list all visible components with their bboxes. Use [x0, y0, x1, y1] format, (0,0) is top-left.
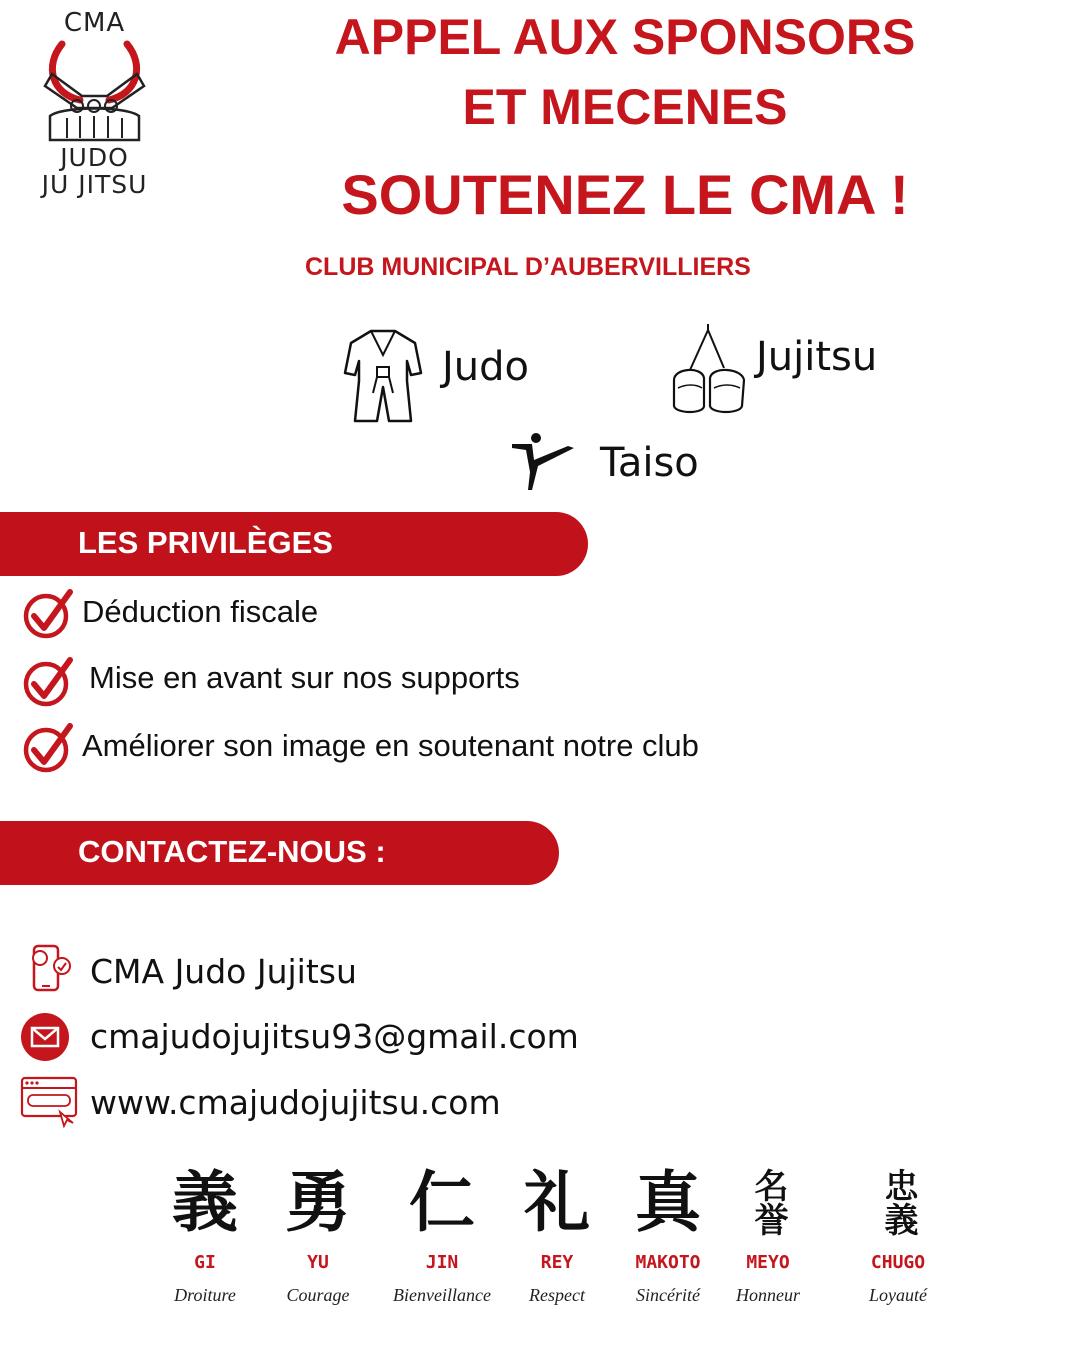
value-name: MAKOTO — [635, 1252, 701, 1273]
boxing-gloves-icon — [668, 322, 750, 416]
logo-jujitsu-text: JU JITSU — [41, 170, 148, 199]
stretching-figure-icon — [508, 430, 578, 492]
kanji-glyph: 義 — [172, 1163, 238, 1241]
logo-cma-text: CMA — [63, 8, 126, 38]
value-meaning: Honneur — [736, 1285, 800, 1305]
value-meaning: Bienveillance — [393, 1285, 491, 1305]
kanji-glyph: 勇 — [285, 1163, 351, 1241]
privilege-item: Améliorer son image en soutenant notre club — [82, 728, 699, 763]
privilege-item: Déduction fiscale — [82, 594, 319, 629]
value-meyo — [713, 1154, 823, 1306]
contact-banner — [0, 821, 559, 885]
value-meaning: Sincérité — [636, 1285, 700, 1305]
logo-judo-text: JUDO — [60, 143, 129, 172]
social-phone-icon — [26, 942, 74, 994]
value-name: REY — [540, 1252, 574, 1273]
value-name: JIN — [425, 1252, 459, 1273]
contact-website-link[interactable]: www.cmajudojujitsu.com — [90, 1083, 501, 1122]
check-circle-icon — [22, 722, 76, 774]
contact-email-link[interactable]: cmajudojujitsu93@gmail.com — [90, 1017, 579, 1056]
value-makoto — [613, 1154, 723, 1306]
kanji-glyph: 真 — [635, 1163, 701, 1241]
privileges-title: LES PRIVILÈGES — [78, 525, 333, 560]
value-gi — [150, 1154, 260, 1306]
value-name: CHUGO — [870, 1252, 926, 1273]
contact-title: CONTACTEZ-NOUS : — [78, 834, 386, 869]
value-jin — [382, 1154, 502, 1306]
headline-sponsors: APPEL AUX SPONSORS — [334, 9, 916, 65]
kanji-glyph: 名誉 — [748, 1168, 788, 1236]
value-chugo — [843, 1154, 953, 1306]
discipline-taiso: Taiso — [600, 440, 699, 486]
club-name: CLUB MUNICIPAL D’AUBERVILLIERS — [305, 253, 751, 281]
privilege-item: Mise en avant sur nos supports — [89, 660, 520, 695]
value-name: MEYO — [746, 1252, 790, 1273]
value-yu — [263, 1154, 373, 1306]
check-circle-icon — [22, 588, 76, 640]
email-icon — [20, 1012, 70, 1062]
club-logo — [22, 8, 167, 198]
discipline-jujitsu: Jujitsu — [756, 334, 878, 380]
discipline-judo: Judo — [442, 344, 530, 390]
value-meaning: Loyauté — [869, 1285, 927, 1305]
check-circle-icon — [22, 656, 76, 708]
gi-icon — [343, 325, 423, 425]
value-meaning: Droiture — [174, 1285, 236, 1305]
headline-mecenes: ET MECENES — [462, 79, 788, 135]
kanji-glyph: 仁 — [409, 1163, 475, 1241]
samurai-helmet-icon — [22, 36, 167, 146]
web-browser-icon — [20, 1076, 80, 1128]
value-meaning: Respect — [529, 1285, 585, 1305]
kanji-glyph: 礼 — [524, 1163, 590, 1241]
privileges-banner — [0, 512, 588, 576]
contact-social[interactable]: CMA Judo Jujitsu — [90, 952, 357, 991]
value-meaning: Courage — [286, 1285, 350, 1305]
value-name: YU — [307, 1252, 329, 1273]
headline-soutenez: SOUTENEZ LE CMA ! — [341, 163, 909, 226]
value-name: GI — [194, 1252, 216, 1273]
kanji-glyph: 忠義 — [878, 1168, 918, 1236]
value-rey — [502, 1154, 612, 1306]
